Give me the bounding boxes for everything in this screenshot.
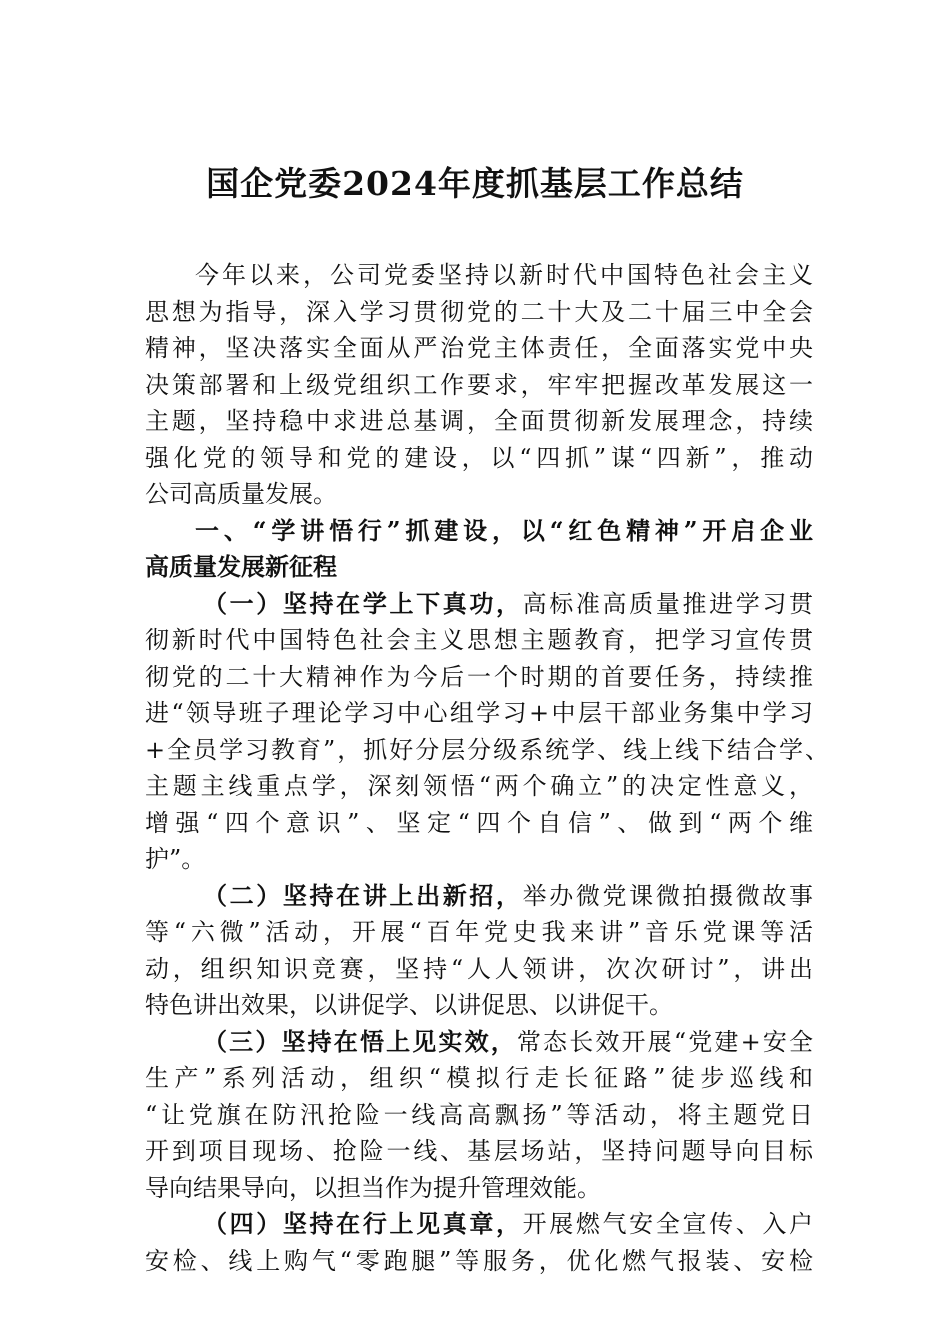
- subsection-line: 等“六微”活动，开展“百年党史我来讲”音乐党课等活: [145, 918, 813, 946]
- heading-line: 一、“学讲悟行”抓建设，以“红色精神”开启企业: [195, 515, 813, 545]
- subsection-line: 彻新时代中国特色社会主义思想主题教育，把学习宣传贯: [145, 626, 813, 654]
- subsection-text: 常态长效开展“党建+安全: [516, 1027, 813, 1056]
- subsection-line: 特色讲出效果，以讲促学、以讲促思、以讲促干。: [145, 991, 673, 1019]
- subsection-lead: （一）坚持在学上下真功，: [203, 588, 523, 618]
- subsection-text: 开展燃气安全宣传、入户: [522, 1210, 814, 1238]
- subsection-line: 导向结果导向，以担当作为提升管理效能。: [145, 1173, 601, 1202]
- intro-line: 决策部署和上级党组织工作要求，牢牢把握改革发展这一: [145, 370, 813, 399]
- subsection-1: [145, 586, 829, 878]
- subsection-lead: （四）坚持在行上见真章，: [203, 1209, 523, 1238]
- document-title: 国企党委2024年度抓基层工作总结: [206, 164, 744, 203]
- subsection-first-line: [145, 1024, 813, 1061]
- subsection-2: [145, 878, 813, 1024]
- subsection-text: 举办微党课微拍摄微故事: [522, 881, 814, 910]
- subsection-4: [145, 1206, 813, 1279]
- intro-line: 公司高质量发展。: [145, 480, 337, 508]
- intro-line: 主题，坚持稳中求进总基调，全面贯彻新发展理念，持续: [145, 407, 813, 435]
- subsection-line: +全员学习教育”，抓好分层分级系统学、线上线下结合学、: [145, 735, 829, 764]
- subsection-first-line: [145, 878, 813, 915]
- subsection-line: 动，组织知识竞赛，坚持“人人领讲，次次研讨”，讲出: [145, 954, 813, 983]
- subsection-line: 生产”系列活动，组织“模拟行走长征路”徒步巡线和: [145, 1064, 813, 1092]
- subsection-line: “让党旗在防汛抢险一线高高飘扬”等活动，将主题党日: [145, 1100, 813, 1129]
- subsection-lead: （二）坚持在讲上出新招，: [203, 880, 523, 910]
- section-heading: [145, 513, 813, 586]
- intro-line: 强化党的领导和党的建设，以“四抓”谋“四新”，推动: [145, 443, 813, 472]
- subsection-line: 增强“四个意识”、坚定“四个自信”、做到“两个维: [145, 808, 813, 837]
- heading-line: 高质量发展新征程: [145, 552, 337, 581]
- subsection-first-line: [145, 1206, 813, 1243]
- subsection-line: 开到项目现场、抢险一线、基层场站，坚持问题导向目标: [145, 1137, 813, 1165]
- subsection-first-line: [145, 586, 813, 623]
- subsection-text: 高标准高质量推进学习贯: [522, 589, 814, 618]
- subsection-line: 主题主线重点学，深刻领悟“两个确立”的决定性意义，: [145, 772, 813, 800]
- intro-line: 思想为指导，深入学习贯彻党的二十大及二十届三中全会: [145, 297, 813, 326]
- subsection-line: 彻党的二十大精神作为今后一个时期的首要任务，持续推: [145, 662, 813, 691]
- document-body: [145, 257, 829, 1279]
- intro-line: 精神，坚决落实全面从严治党主体责任，全面落实党中央: [145, 334, 813, 362]
- subsection-lead: （三）坚持在悟上见实效，: [203, 1026, 517, 1056]
- subsection-line: 进“领导班子理论学习中心组学习+中层干部业务集中学习: [145, 699, 813, 727]
- subsection-line: 安检、线上购气“零跑腿”等服务，优化燃气报装、安检: [145, 1246, 813, 1275]
- subsection-line: 护”。: [145, 845, 206, 873]
- intro-paragraph: [145, 257, 813, 513]
- intro-line: 今年以来，公司党委坚持以新时代中国特色社会主义: [195, 261, 813, 289]
- subsection-3: [145, 1024, 813, 1207]
